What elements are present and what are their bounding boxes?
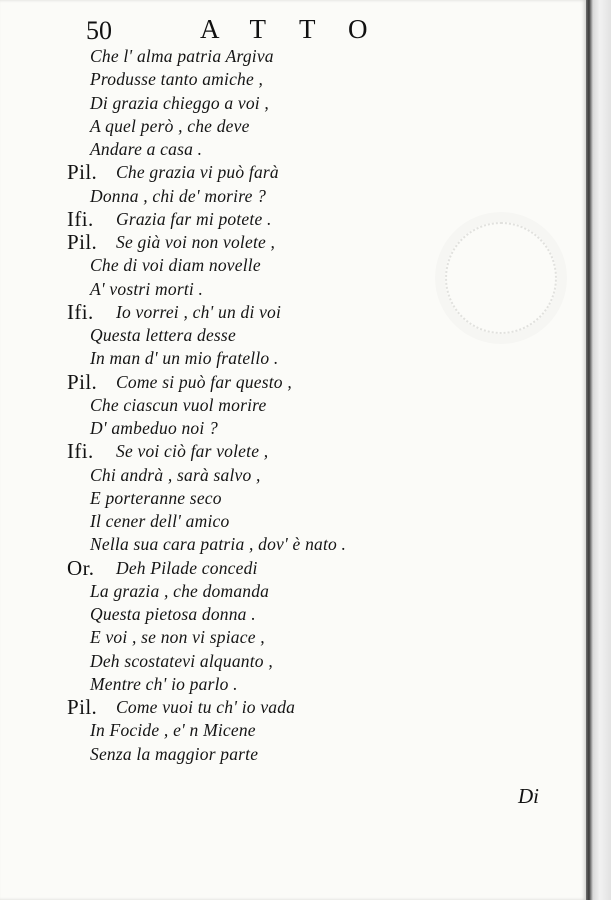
verse-line [0,557,586,580]
verse-text: D' ambeduo noi ? [90,418,218,438]
verse-text: E porteranne seco [90,487,222,508]
verse-text: Come si può far questo , [116,371,292,392]
verse-line [0,603,586,626]
page-edge-binding [586,0,611,900]
speaker-name: Pil. [67,230,98,254]
verse-text: Senza la maggior parte [90,743,259,764]
verse-text: Che di voi diam novelle [90,255,261,276]
speaker-name: Pil. [67,369,98,394]
catchword: Di [518,784,539,808]
verse-line [0,696,586,719]
verse-text: Deh scostatevi alquanto , [90,650,273,671]
verse-text: Andare a casa . [90,139,203,159]
speaker-name: Ifi. [67,206,94,231]
verse-text: Donna , chi de' morire ? [90,185,267,206]
running-title: ATTO [200,14,401,44]
verse-line [0,324,586,347]
verse-line [0,138,586,161]
verse-dialogue [0,45,586,766]
verse-line [0,580,586,603]
verse-line [0,743,586,766]
verse-line [0,371,586,394]
verse-line [0,440,586,463]
verse-line [0,301,586,324]
verse-line [0,650,586,673]
speaker-name: Ifi. [67,299,94,324]
verse-text: A' vostri morti . [90,278,204,299]
verse-line [0,626,586,649]
verse-line [0,45,586,68]
verse-text: Deh Pilade concedi [116,557,258,578]
verse-text: In man d' un mio fratello . [90,348,279,369]
verse-line [0,92,586,115]
verse-line [0,510,586,533]
verse-text: In Focide , e' n Micene [90,720,256,741]
verse-text: Di grazia chieggo a voi , [90,92,270,113]
verse-line [0,464,586,487]
verse-line [0,673,586,696]
page-number: 50 [86,16,112,45]
verse-line [0,278,586,301]
verse-line [0,417,586,440]
verse-text: Questa pietosa donna . [90,604,256,624]
verse-text: Che l' alma patria Argiva [90,46,274,66]
verse-text: Chi andrà , sarà salvo , [90,464,261,485]
verse-line [0,254,586,277]
verse-line [0,161,586,184]
verse-text: Questa lettera desse [90,325,236,345]
verse-text: E voi , se non vi spiace , [90,627,265,648]
verse-text: Che ciascun vuol morire [90,394,267,415]
verse-text: Il cener dell' amico [90,511,230,531]
verse-line [0,115,586,138]
verse-text: Io vorrei , ch' un di voi [116,301,282,322]
verse-text: Nella sua cara patria , dov' è nato . [90,534,347,555]
verse-text: Come vuoi tu ch' io vada [116,697,296,717]
verse-line [0,185,586,208]
verse-text: Se già voi non volete , [116,232,276,252]
speaker-name: Ifi. [67,439,94,464]
speaker-name: Pil. [67,160,98,185]
verse-line [0,231,586,254]
speaker-name: Pil. [67,695,98,719]
verse-line [0,719,586,742]
verse-text: Se voi ciò far volete , [116,441,269,462]
verse-line [0,487,586,510]
verse-text: Produsse tanto amiche , [90,69,264,90]
verse-text: La grazia , che domanda [90,580,270,601]
verse-text: Mentre ch' io parlo . [90,673,238,694]
verse-line [0,533,586,556]
speaker-name: Or. [67,555,95,580]
verse-line [0,347,586,370]
verse-line [0,208,586,231]
verse-text: Grazia far mi potete . [116,208,272,229]
verse-text: A quel però , che deve [90,115,250,136]
verse-text: Che grazia vi può farà [116,162,279,183]
verse-line [0,394,586,417]
verse-line [0,68,586,91]
